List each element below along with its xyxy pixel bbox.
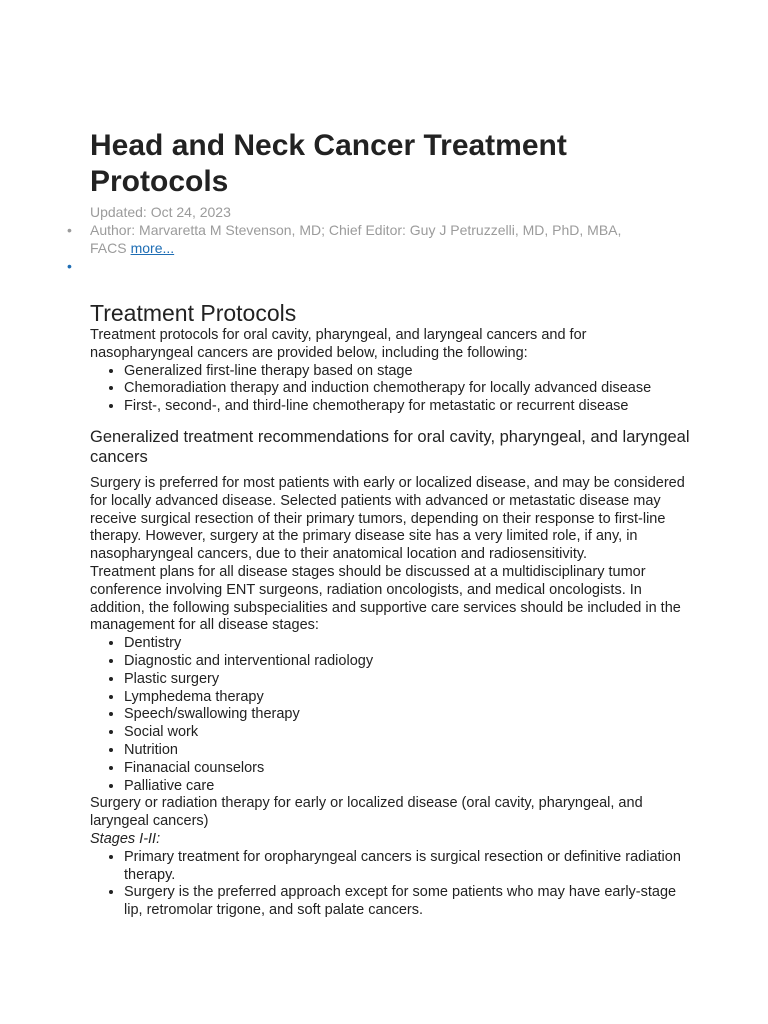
services-list (90, 635, 690, 795)
early-disease-paragraph: Surgery or radiation therapy for early or localized disease (oral cavity, pharyngeal, and laryngeal cancers) (90, 795, 643, 830)
list-item: • Plastic surgery (124, 671, 690, 689)
stages-label: Stages I-II: (90, 830, 161, 847)
surgery-paragraph: Surgery is preferred for most patients with early or localized disease, and may be considered for locally advanced disease. Selected patients with advanced or metastatic disease may receive surgical resection of their primary tumors, depending on their response to first-line therapy. However, surgery at the primary disease site has a very limited role, if any, in nasopharyngeal cancers, due to their anatomical location and radiosensitivity. (90, 474, 685, 563)
section-heading-treatment-protocols: Treatment Protocols (90, 300, 297, 326)
more-authors-link[interactable]: more... (130, 240, 175, 256)
list-item: • Generalized first-line therapy based on stage (124, 363, 690, 381)
subsection-heading-generalized-recommendations: Generalized treatment recommendations for oral cavity, pharyngeal, and laryngeal cancers (90, 427, 690, 466)
stage-list (90, 849, 690, 920)
treatment-plans-paragraph: Treatment plans for all disease stages should be discussed at a multidisciplinary tumor conference involving ENT surgeons, radiation oncologists, and medical oncologists. In addition, the following subspecialities and supportive care services should be included in the management for all disease stages: (90, 563, 681, 634)
author-item (90, 221, 690, 257)
list-item: • Social work (124, 724, 690, 742)
list-item: • Nutrition (124, 742, 690, 760)
list-item: • First-, second-, and third-line chemotherapy for metastatic or recurrent disease (124, 398, 690, 416)
list-item: • Primary treatment for oropharyngeal cancers is surgical resection or definitive radiation therapy. (124, 849, 690, 885)
author-meta-list (90, 221, 690, 275)
list-item: • Finanacial counselors (124, 760, 690, 778)
intro-list (90, 363, 690, 416)
page-title: Head and Neck Cancer Treatment Protocols (90, 129, 567, 198)
author-line: Author: Marvaretta M Stevenson, MD; Chief Editor: Guy J Petruzzelli, MD, PhD, MBA, FACS (90, 222, 622, 256)
list-item: • Dentistry (124, 635, 690, 653)
empty-meta-item (90, 257, 690, 275)
list-item: • Diagnostic and interventional radiology (124, 653, 690, 671)
intro-paragraph: Treatment protocols for oral cavity, pharyngeal, and laryngeal cancers and for nasopharyngeal cancers are provided below, including the following: (90, 327, 587, 361)
list-item: • Lymphedema therapy (124, 689, 690, 707)
updated-date: Updated: Oct 24, 2023 (90, 204, 231, 220)
list-item: • Speech/swallowing therapy (124, 706, 690, 724)
list-item: • Surgery is the preferred approach except for some patients who may have early-stage lip, retromolar trigone, and soft palate cancers. (124, 884, 690, 920)
article (90, 128, 690, 920)
list-item: • Palliative care (124, 778, 690, 796)
list-item: • Chemoradiation therapy and induction chemotherapy for locally advanced disease (124, 380, 690, 398)
